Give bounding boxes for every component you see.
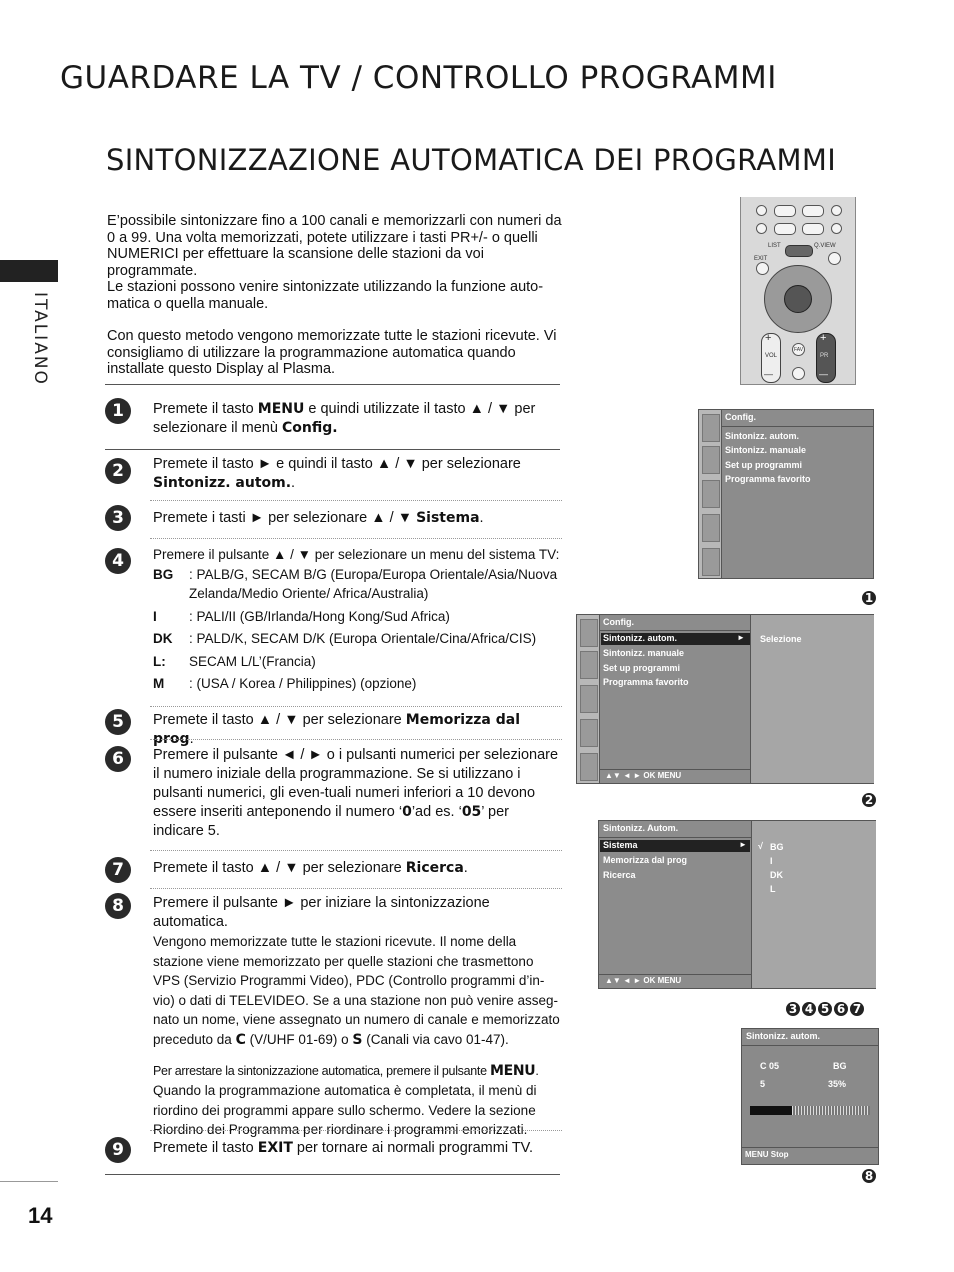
option-icon bbox=[702, 548, 720, 576]
screen-ref-7: 7 bbox=[850, 1002, 864, 1016]
arrow-right-icon: ► bbox=[737, 633, 745, 642]
system-option: I bbox=[770, 856, 773, 866]
step-3-part: Premete i tasti ► per selezionare ▲ / ▼ bbox=[153, 510, 417, 526]
autotune-label: Sintonizz. autom. bbox=[153, 475, 292, 491]
section-title: SINTONIZZAZIONE AUTOMATICA DEI PROGRAMMI bbox=[106, 143, 837, 177]
osd-item: Memorizza dal prog bbox=[603, 855, 688, 865]
step-number-4: 4 bbox=[105, 548, 131, 574]
screen-refs-3-7 bbox=[784, 1000, 864, 1018]
osd-autotune-selection bbox=[576, 614, 874, 784]
clock-icon bbox=[702, 514, 720, 542]
list-label: LIST bbox=[768, 243, 781, 249]
stop-button-icon bbox=[756, 205, 767, 216]
step-1-part: e quindi utilizzate il tasto ▲ / ▼ per selezionare il menù bbox=[153, 401, 536, 436]
pr-label: PR bbox=[820, 353, 829, 359]
osd-header: Sintonizz. autom. bbox=[746, 1031, 820, 1041]
step-9-text bbox=[153, 1139, 563, 1158]
system-desc: SECAM L/L’(Francia) bbox=[189, 653, 316, 669]
ok-button-icon bbox=[784, 285, 812, 313]
volume-plus-label: + bbox=[765, 332, 772, 344]
record-button-icon bbox=[831, 205, 842, 216]
step-3-part: . bbox=[479, 510, 484, 526]
intro-paragraph-1: E’possibile sintonizzare fino a 100 canali e memorizzarli con numeri da 0 a 99. Una volta memorizzati, potete utilizzare i tasti PR+/- o quelli NUMERICI per effettuare la scansione delle stazioni da voi programmate. bbox=[107, 213, 562, 279]
antenna-icon bbox=[580, 619, 598, 647]
dotted-divider bbox=[150, 739, 562, 740]
qview-button-icon bbox=[828, 252, 841, 265]
step-number-9: 9 bbox=[105, 1137, 131, 1163]
example-05-label: 05 bbox=[461, 804, 482, 820]
osd-autotune-progress bbox=[741, 1028, 879, 1165]
intro-text bbox=[107, 213, 562, 378]
step-6-text bbox=[153, 746, 563, 841]
option-icon bbox=[580, 753, 598, 781]
divider bbox=[105, 449, 560, 450]
step-5-part: Premete il tasto ▲ / ▼ per selezionare bbox=[153, 712, 406, 728]
step-8-part: (Canali via cavo 01-47). bbox=[362, 1031, 509, 1047]
osd-divider bbox=[600, 769, 750, 770]
step-8-lead: Premere il pulsante ► per iniziare la sintonizzazione automatica. bbox=[153, 895, 490, 930]
osd-divider bbox=[742, 1147, 878, 1148]
step-7-part: Premete il tasto ▲ / ▼ per selezionare bbox=[153, 860, 406, 876]
rewind-button-icon bbox=[756, 223, 767, 234]
language-label: ITALIANO bbox=[30, 292, 50, 386]
forward-button-icon bbox=[831, 223, 842, 234]
osd-header: Config. bbox=[725, 412, 756, 422]
osd-item: Set up programmi bbox=[725, 460, 803, 470]
clock-icon bbox=[580, 719, 598, 747]
antenna-icon bbox=[702, 414, 720, 442]
percent-readout: 35% bbox=[828, 1079, 847, 1089]
dotted-divider bbox=[150, 500, 562, 501]
progress-fill bbox=[750, 1106, 792, 1115]
osd-item-selected: Sistema bbox=[603, 840, 638, 850]
osd-divider bbox=[600, 630, 750, 631]
step-6-part: Premere il pulsante ◄ / ► o i pulsanti numerici per selezionare il numero iniziale della programmazione. Se si utilizzano i pulsanti numerici, gli even-tuali numeri inferiori a 10 devono essere inseriti anteponendo il numero ‘ bbox=[153, 747, 559, 820]
s-label: S bbox=[352, 1031, 363, 1048]
fav-label: FAV bbox=[794, 347, 804, 353]
step-number-2: 2 bbox=[105, 458, 131, 484]
osd-sidebar bbox=[577, 615, 600, 783]
system-desc: : PALI/II (GB/Irlanda/Hong Kong/Sud Africa) bbox=[189, 608, 450, 624]
selection-label: Selezione bbox=[760, 634, 802, 644]
osd-divider bbox=[742, 1045, 878, 1046]
step-6-part: ’ per indicare 5. bbox=[153, 804, 509, 839]
step-7-part: . bbox=[463, 860, 468, 876]
dotted-divider bbox=[150, 706, 562, 707]
zero-label: 0 bbox=[402, 804, 412, 820]
dotted-divider bbox=[150, 888, 562, 889]
start-prog-label: Memorizza dal prog bbox=[153, 712, 520, 747]
step-8-part: Per arrestare la sintonizzazione automatica, premere il pulsante bbox=[153, 1064, 490, 1078]
step-4-intro: Premere il pulsante ▲ / ▼ per selezionare un menu del sistema TV: bbox=[153, 547, 560, 562]
search-label: Ricerca bbox=[405, 860, 464, 876]
step-8-part: . bbox=[535, 1064, 539, 1078]
arrow-right-icon: ► bbox=[739, 840, 747, 849]
program-plus-label: + bbox=[820, 332, 827, 344]
osd-footer-hints: ▲▼ ◄ ► OK MENU bbox=[605, 771, 682, 780]
osd-system-selection bbox=[598, 820, 876, 989]
volume-minus-label: — bbox=[764, 369, 773, 379]
step-number-5: 5 bbox=[105, 709, 131, 735]
step-2-part: . bbox=[291, 475, 296, 491]
step-8-part: Vengono memorizzate tutte le stazioni ricevute. Il nome della stazione viene memorizzato per quelle stazioni che trasmettono VPS (Servizio Programmi Video), PDC (Controllo programmi d’in-vio) o dati di TELEVIDEO. Se a una stazione non può venire asseg-nato un nome, viene assegnato un numero di canale e memorizzato preceduto da bbox=[153, 934, 560, 1047]
system-desc: : (USA / Korea / Philippines) (opzione) bbox=[189, 676, 417, 691]
program-readout: 5 bbox=[760, 1079, 766, 1089]
osd-divider bbox=[599, 837, 751, 838]
osd-header: Sintonizz. Autom. bbox=[603, 823, 679, 833]
system-code: DK bbox=[153, 631, 173, 646]
divider bbox=[105, 1174, 560, 1175]
step-number-6: 6 bbox=[105, 746, 131, 772]
screen-ref-5: 5 bbox=[818, 1002, 832, 1016]
divider bbox=[105, 384, 560, 385]
system-option: DK bbox=[770, 870, 783, 880]
step-3-text bbox=[153, 509, 563, 528]
sound-icon bbox=[580, 685, 598, 713]
system-option: L bbox=[770, 884, 776, 894]
page-header-title: GUARDARE LA TV / CONTROLLO PROGRAMMI bbox=[60, 60, 777, 96]
step-5-part: . bbox=[189, 731, 194, 747]
system-row-m bbox=[153, 674, 563, 694]
check-icon: √ bbox=[758, 841, 763, 851]
osd-config-menu bbox=[698, 409, 874, 579]
system-code: M bbox=[153, 676, 165, 691]
osd-item: Sintonizz. autom. bbox=[725, 431, 799, 441]
step-5-text bbox=[153, 711, 563, 749]
system-desc: : PALD/K, SECAM D/K (Europa Orientale/Cina/Africa/CIS) bbox=[189, 631, 537, 646]
exit-label: EXIT bbox=[754, 256, 768, 262]
program-minus-label: — bbox=[819, 369, 828, 379]
picture-icon bbox=[580, 651, 598, 679]
screen-ref-2: 2 bbox=[862, 793, 876, 807]
system-row-i bbox=[153, 607, 563, 627]
sound-icon bbox=[702, 480, 720, 508]
osd-divider bbox=[599, 974, 751, 975]
remote-control-illustration bbox=[740, 197, 856, 385]
config-label: Config. bbox=[281, 420, 338, 436]
channel-readout: C 05 bbox=[760, 1061, 780, 1071]
osd-item: Sintonizz. manuale bbox=[725, 445, 807, 455]
exit-key-label: EXIT bbox=[257, 1140, 293, 1156]
osd-divider bbox=[722, 426, 873, 427]
screen-ref-1: 1 bbox=[862, 591, 876, 605]
osd-item: Set up programmi bbox=[603, 663, 681, 673]
osd-footer-hints: MENU Stop bbox=[745, 1150, 789, 1159]
osd-header: Config. bbox=[603, 617, 634, 627]
system-row-l bbox=[153, 652, 563, 672]
intro-paragraph-3: Con questo metodo vengono memorizzate tutte le stazioni ricevute. Vi consigliamo di utilizzare la programmazione automatica quando installate questo Display al Plasma. bbox=[107, 328, 557, 377]
screen-ref-6: 6 bbox=[834, 1002, 848, 1016]
osd-sidebar bbox=[699, 410, 722, 578]
system-readout: BG bbox=[833, 1061, 847, 1071]
page-number-rule bbox=[0, 1181, 58, 1182]
page-number: 14 bbox=[28, 1203, 53, 1228]
osd-item-selected: Sintonizz. autom. bbox=[603, 633, 677, 643]
screen-ref-8: 8 bbox=[862, 1169, 876, 1183]
system-code: L: bbox=[153, 653, 166, 669]
language-tab-marker bbox=[0, 260, 58, 282]
system-code: I bbox=[153, 608, 157, 624]
step-2-text bbox=[153, 455, 563, 493]
step-8-body bbox=[153, 932, 563, 1050]
screen-ref-4: 4 bbox=[802, 1002, 816, 1016]
system-row-dk bbox=[153, 629, 563, 649]
prev-button-icon bbox=[774, 223, 796, 235]
exit-button-icon bbox=[756, 262, 769, 275]
system-desc: : PALB/G, SECAM B/G (Europa/Europa Orientale/Asia/Nuova Zelanda/Medio Oriente/ Africa/Australia) bbox=[189, 566, 558, 601]
menu-key-label: MENU bbox=[489, 1063, 536, 1079]
menu-button-icon bbox=[785, 245, 813, 257]
step-8-complete-note: Quando la programmazione automatica è completata, il menù di riordino dei programmi appare sullo schermo. Vedere la sezione Riordino dei Programma per riordinare i programmi emorizzati. bbox=[153, 1083, 537, 1137]
osd-item: Programma favorito bbox=[725, 474, 811, 484]
screen-ref-3: 3 bbox=[786, 1002, 800, 1016]
osd-item: Sintonizz. manuale bbox=[603, 648, 685, 658]
menu-key-label: MENU bbox=[257, 401, 305, 417]
step-2-part: Premete il tasto ► e quindi il tasto ▲ / ▼ per selezionare bbox=[153, 456, 521, 472]
picture-icon bbox=[702, 446, 720, 474]
osd-item: Programma favorito bbox=[603, 677, 689, 687]
system-option: BG bbox=[770, 842, 784, 852]
qview-label: Q.VIEW bbox=[814, 243, 836, 249]
step-9-part: Premete il tasto bbox=[153, 1140, 258, 1156]
system-code: BG bbox=[153, 566, 174, 582]
next-button-icon bbox=[802, 223, 824, 235]
dotted-divider bbox=[150, 538, 562, 539]
step-number-8: 8 bbox=[105, 893, 131, 919]
step-8-stop-note bbox=[153, 1062, 563, 1081]
vol-label: VOL bbox=[765, 353, 778, 359]
c-label: C bbox=[235, 1031, 246, 1048]
step-number-1: 1 bbox=[105, 398, 131, 424]
step-8-part: (V/UHF 01-69) o bbox=[245, 1031, 353, 1047]
osd-footer-hints: ▲▼ ◄ ► OK MENU bbox=[605, 976, 682, 985]
dotted-divider bbox=[150, 850, 562, 851]
step-4-text bbox=[153, 545, 563, 694]
step-1-part: Premete il tasto bbox=[153, 401, 258, 417]
pause-button-icon bbox=[802, 205, 824, 217]
step-number-7: 7 bbox=[105, 857, 131, 883]
osd-submenu-panel bbox=[750, 615, 874, 783]
system-row-bg bbox=[153, 565, 563, 604]
play-button-icon bbox=[774, 205, 796, 217]
mute-button-icon bbox=[792, 367, 805, 380]
osd-submenu-panel bbox=[751, 821, 876, 988]
intro-paragraph-2: Le stazioni possono venire sintonizzate utilizzando la funzione auto-matica o quella manuale. bbox=[107, 279, 544, 312]
step-6-part: ’ad es. ‘ bbox=[411, 804, 462, 820]
osd-item: Ricerca bbox=[603, 870, 636, 880]
step-1-text bbox=[153, 400, 563, 438]
dotted-divider bbox=[150, 1130, 562, 1131]
step-number-3: 3 bbox=[105, 505, 131, 531]
step-9-part: per tornare ai normali programmi TV. bbox=[292, 1140, 534, 1156]
system-label: Sistema bbox=[416, 510, 480, 526]
step-7-text bbox=[153, 859, 563, 878]
step-8-text bbox=[153, 894, 563, 1140]
